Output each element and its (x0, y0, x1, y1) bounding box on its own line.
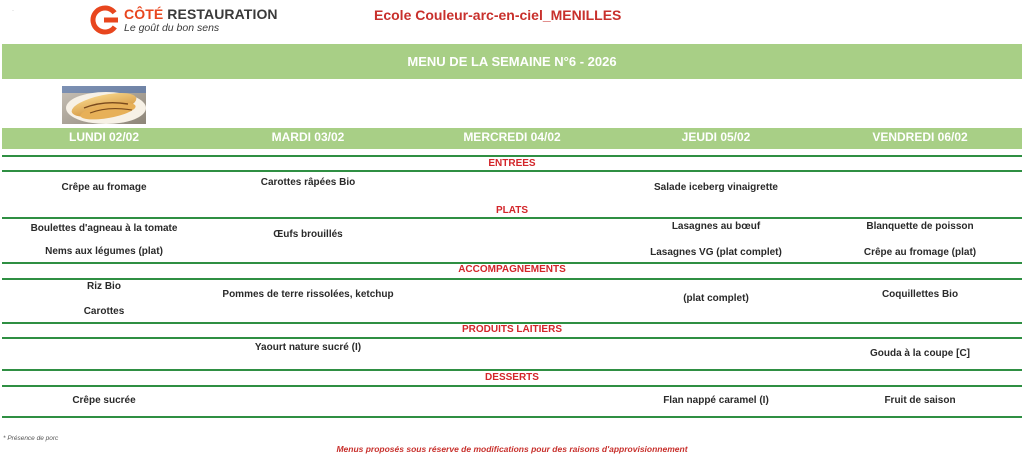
menu-item: Yaourt nature sucré (I) (254, 342, 362, 353)
brand-main: RESTAURATION (167, 6, 278, 22)
menu-item: Boulettes d'agneau à la tomate (30, 223, 178, 234)
menu-item: Carottes (83, 306, 125, 317)
section-divider (2, 155, 1022, 157)
menu-item: (plat complet) (683, 293, 749, 304)
brand-accent: CÔTÉ (124, 6, 164, 22)
menu-item: Coquillettes Bio (881, 289, 959, 300)
menu-item: Œufs brouillés (273, 229, 343, 240)
week-title: MENU DE LA SEMAINE N°6 - 2026 (407, 54, 617, 69)
menu-item: Crêpe au fromage (61, 182, 147, 193)
section-title: ENTREES (488, 158, 536, 169)
menu-item: Crêpe sucrée (72, 395, 136, 406)
section-divider (2, 337, 1022, 339)
menu-item: Flan nappé caramel (I) (663, 395, 769, 406)
menu-item: Blanquette de poisson (866, 221, 974, 232)
menu-item: Crêpe au fromage (plat) (863, 247, 977, 258)
chandeleur-image (62, 86, 146, 124)
day-header: LUNDI 02/02 (68, 130, 140, 144)
week-title-bar (2, 44, 1022, 79)
crepe-plate-icon (62, 86, 146, 124)
menu-item: Pommes de terre rissolées, ketchup (222, 289, 394, 300)
day-header: VENDREDI 06/02 (872, 130, 968, 144)
menu-item: Gouda à la coupe [C] (869, 348, 970, 359)
section-title: PRODUITS LAITIERS (461, 324, 562, 335)
day-header: MERCREDI 04/02 (463, 130, 561, 144)
menu-item: Fruit de saison (884, 395, 956, 406)
pork-note: * Présence de porc (3, 435, 59, 442)
section-title: PLATS (495, 205, 529, 216)
section-divider (2, 416, 1022, 418)
header-dot: · (12, 8, 14, 14)
section-divider (2, 369, 1022, 371)
menu-item: Riz Bio (87, 281, 121, 292)
menu-item: Lasagnes VG (plat complet) (650, 247, 782, 258)
menu-item: Nems aux légumes (plat) (45, 246, 163, 257)
section-title: ACCOMPAGNEMENTS (458, 264, 566, 275)
school-name: Ecole Couleur-arc-en-ciel_MENILLES (374, 7, 622, 23)
disclaimer: Menus proposés sous réserve de modifications pour des raisons d'approvisionnement (336, 444, 688, 454)
menu-item: Salade iceberg vinaigrette (654, 182, 778, 193)
day-header: MARDI 03/02 (271, 130, 345, 144)
day-header: JEUDI 05/02 (681, 130, 751, 144)
section-divider (2, 385, 1022, 387)
section-divider (2, 278, 1022, 280)
menu-item: Carottes râpées Bio (260, 177, 356, 188)
brand-tagline: Le goût du bon sens (124, 22, 220, 34)
menu-item: Lasagnes au bœuf (671, 221, 761, 232)
cote-restauration-logo-icon (90, 5, 120, 35)
section-divider (2, 217, 1022, 219)
section-divider (2, 170, 1022, 172)
brand-name (124, 6, 278, 22)
section-title: DESSERTS (485, 372, 539, 383)
